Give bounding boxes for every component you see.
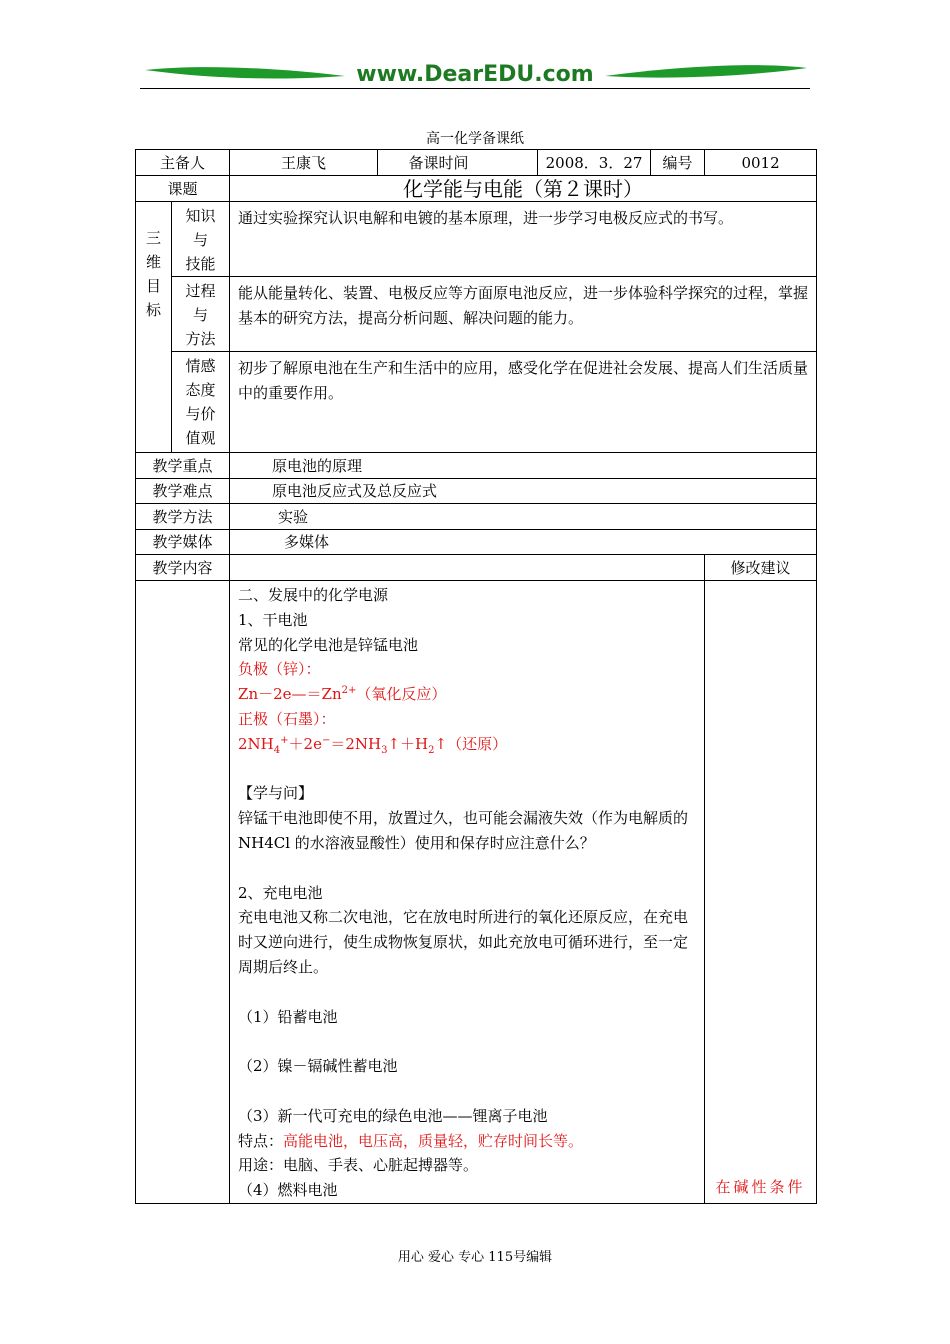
equation-subscript: 4 [273,744,281,756]
page-footer: 用心 爱心 专心 115号编辑 [397,1250,553,1265]
rechargeable-text: 充电电池又称二次电池，它在放电时所进行的氧化还原反应，在充电时又逆向进行，使生成物恢复原状，如此充放电可循环进行，至一定周期后终止。 [238,908,689,976]
objective-text-process: 能从能量转化、装置、电极反应等方面原电池反应，进一步体验科学探究的过程，掌握基本的研究方法，提高分析问题、解决问题的能力。 [230,277,817,352]
objective-label-line: 与 [193,231,209,249]
blank-line [238,856,698,881]
difficulty-label: 教学难点 [136,479,230,504]
objective-label-process [172,277,230,352]
equation-superscript: − [321,734,331,746]
content-left-blank [136,581,230,1204]
key-point-row [136,453,817,479]
rechargeable-heading: 2、充电电池 [238,883,323,902]
content-header-blank [230,555,705,581]
feature-text: 高能电池，电压高，质量轻，贮存时间长等。 [283,1131,584,1150]
preparer-label: 主备人 [136,150,230,176]
content-label: 教学内容 [136,555,230,581]
objective-label-knowledge [172,202,230,277]
document-title: 高一化学备课纸 [426,131,524,147]
objective-text-knowledge: 通过实验探究认识电解和电镀的基本原理，进一步学习电极反应式的书写。 [230,202,817,277]
objectives-group-label [136,202,172,453]
preparer-value: 王康飞 [230,150,378,176]
negative-electrode-label: 负极（锌）： [238,660,321,679]
objective-label-line: 情感 [185,357,216,375]
dry-cell-heading: 1、干电池 [238,610,308,629]
positive-equation [238,732,698,757]
objective-label-line: 过程 [185,282,216,300]
media-row [136,530,817,555]
objective-label-line: 知识 [185,207,216,225]
objectives-group-char: 三 [145,229,161,247]
media-value: 多媒体 [230,530,817,555]
section-heading: 二、发展中的化学电源 [238,586,389,604]
method-row [136,504,817,530]
suggestion-label: 修改建议 [705,555,817,581]
equation-superscript: 2+ [341,685,357,697]
lithium-features [238,1129,698,1154]
key-point-value: 原电池的原理 [230,453,817,479]
objectives-group-char: 维 [145,253,161,271]
suggestion-text: 在碱性条件 [715,1177,806,1196]
topic-row [136,176,817,202]
equation-part: Zn－2e—＝Zn [238,685,342,704]
objective-label-line: 技能 [185,255,216,273]
equation-subscript: 2 [428,744,435,756]
method-value: 实验 [230,504,817,530]
equation-part: ↑（还原） [434,734,508,753]
blank-line [238,980,698,1005]
content-row [136,581,817,1204]
equation-part: ↑＋H [387,734,429,753]
objective-label-line: 方法 [185,330,216,348]
objective-text-attitude: 初步了解原电池在生产和生活中的应用，感受化学在促进社会发展、提高人们生活质量中的重要作用。 [230,352,817,453]
time-label: 备课时间 [378,150,538,176]
header-rule [140,88,810,89]
blank-line [238,1079,698,1104]
blank-line [238,757,698,782]
blank-line [238,1029,698,1054]
suggestion-cell [705,581,817,1204]
objective-label-line: 态度 [185,381,216,399]
difficulty-row [136,479,817,504]
lesson-plan-table [135,149,817,1204]
equation-part: 2NH [238,734,274,753]
qa-text: 锌锰干电池即使不用，放置过久，也可能会漏液失效（作为电解质的 NH4Cl 的水溶液显酸性）使用和保存时应注意什么？ [238,809,689,852]
objectives-group-char: 标 [145,301,161,319]
method-label: 教学方法 [136,504,230,530]
site-logo[interactable]: www.DearEDU.com [356,62,594,87]
topic-title: 化学能与电能（第２课时） [230,176,817,202]
objective-label-attitude [172,352,230,453]
negative-equation [238,682,698,707]
difficulty-value: 原电池反应式及总反应式 [230,479,817,504]
date-value: 2008．3．27 [538,150,651,176]
media-label: 教学媒体 [136,530,230,555]
objective-label-line: 与 [193,306,209,324]
site-header [140,58,810,94]
qa-heading: 【学与问】 [238,784,314,803]
topic-label: 课题 [136,176,230,202]
lithium-uses: 用途：电脑、手表、心脏起搏器等。 [238,1156,479,1175]
equation-part: （氧化反应） [356,685,447,704]
equation-subscript: 3 [381,744,388,756]
objective-row-attitude [136,352,817,453]
meta-row [136,150,817,176]
objectives-group-char: 目 [145,277,161,295]
key-point-label: 教学重点 [136,453,230,479]
positive-electrode-label: 正极（石墨）： [238,709,336,728]
equation-part: ＋2e [288,734,322,753]
number-value: 0012 [705,150,817,176]
battery-item-lead-acid: （1）铅蓄电池 [238,1007,338,1026]
battery-item-nicd: （2）镍－镉碱性蓄电池 [238,1057,398,1076]
battery-item-fuel-cell: （4）燃料电池 [238,1181,338,1200]
feature-label: 特点： [238,1131,284,1150]
objective-row-process [136,277,817,352]
equation-part: ＝2NH [330,734,382,753]
objective-label-line: 值观 [185,429,216,447]
objective-row-knowledge [136,202,817,277]
battery-item-lithium: （3）新一代可充电的绿色电池——锂离子电池 [238,1106,548,1125]
equation-superscript: + [280,734,289,746]
dry-cell-intro: 常见的化学电池是锌锰电池 [238,635,419,654]
content-body [230,581,705,1204]
objective-label-line: 与价 [185,405,216,423]
content-header-row [136,555,817,581]
number-label: 编号 [651,150,705,176]
